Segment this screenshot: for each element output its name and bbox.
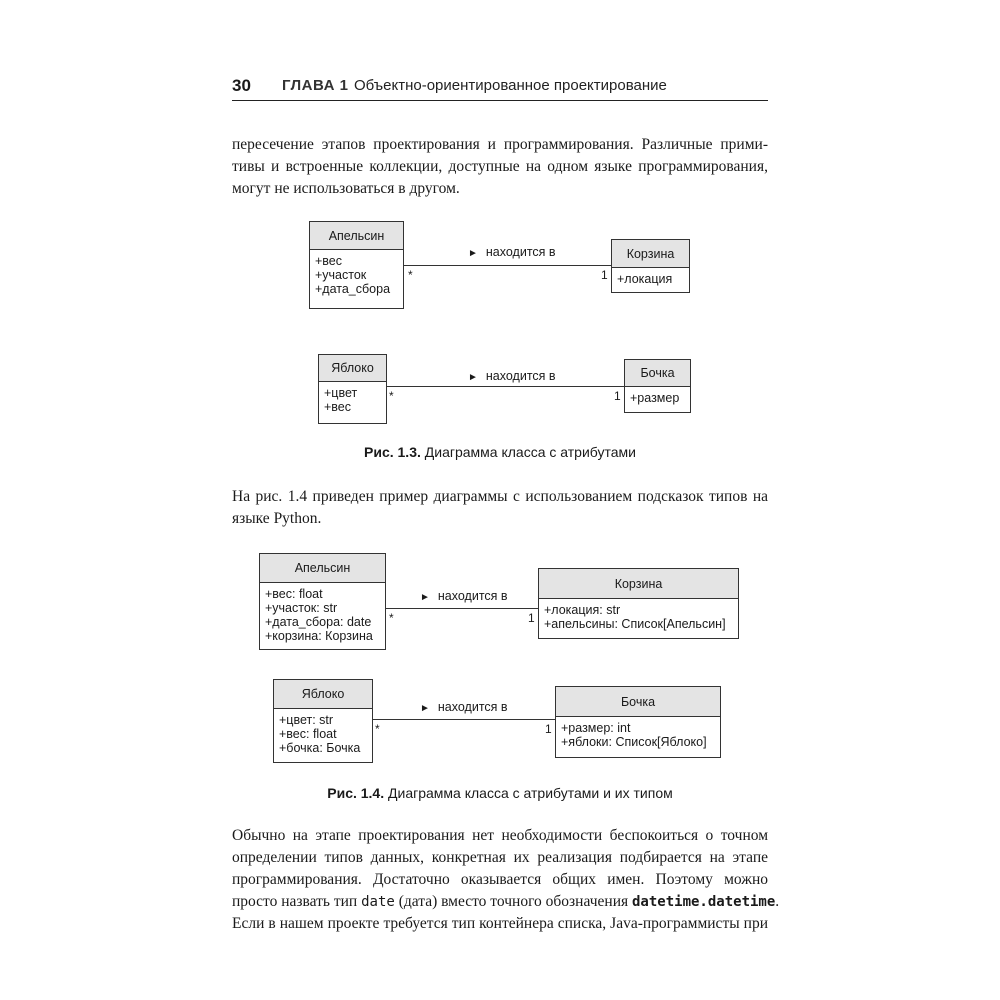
- multiplicity-right: 1: [601, 268, 608, 282]
- uml-class-name: Апельсин: [260, 554, 385, 583]
- association-label: ► находится в: [468, 369, 556, 383]
- text-line: На рис. 1.4 приведен пример диаграммы с использованием подсказок типов на: [232, 488, 768, 505]
- association-line: [386, 608, 538, 609]
- association-label: ► находится в: [468, 245, 556, 259]
- uml-attribute: +локация: [617, 272, 673, 286]
- uml-class-basket: [611, 239, 690, 293]
- uml-class-orange: [259, 553, 386, 650]
- uml-class-apple: [273, 679, 373, 763]
- uml-attributes: [310, 250, 403, 300]
- uml-attribute: +дата_сбора: date: [265, 615, 372, 629]
- page-header: [232, 74, 768, 101]
- uml-class-barrel: [624, 359, 691, 413]
- uml-attribute: +дата_сбора: [315, 282, 391, 296]
- uml-attribute: +вес: [315, 254, 343, 268]
- uml-attribute: +бочка: Бочка: [279, 741, 361, 755]
- text-line: тивы и встроенные коллекции, доступные на одном языке программирования,: [232, 158, 768, 175]
- caption-label: Рис. 1.4.: [327, 785, 385, 801]
- uml-class-name: Апельсин: [310, 222, 403, 250]
- uml-attribute: +вес: [324, 400, 352, 414]
- uml-class-name: Корзина: [612, 240, 689, 268]
- text-line: пересечение этапов проектирования и программирования. Различные прими-: [232, 136, 768, 153]
- uml-attribute: +цвет: str: [279, 713, 334, 727]
- uml-attribute: +вес: float: [265, 587, 323, 601]
- uml-attribute: +яблоки: Список[Яблоко]: [561, 735, 707, 749]
- uml-attribute: +участок: str: [265, 601, 338, 615]
- uml-class-barrel: [555, 686, 721, 758]
- uml-attribute: +апельсины: Список[Апельсин]: [544, 617, 726, 631]
- uml-attributes: [319, 382, 386, 418]
- uml-attributes: [539, 599, 738, 635]
- caption-text: Диаграмма класса с атрибутами и их типом: [388, 785, 673, 801]
- chapter-title: Объектно-ориентированное проектирование: [354, 77, 667, 94]
- direction-arrow-icon: ►: [468, 372, 478, 383]
- multiplicity-left: *: [389, 611, 394, 625]
- caption-label: Рис. 1.3.: [364, 444, 421, 460]
- association-line: [404, 265, 611, 266]
- association-label: ► находится в: [420, 700, 508, 714]
- uml-attributes: [625, 387, 690, 409]
- uml-attribute: +локация: str: [544, 603, 621, 617]
- text-line: Обычно на этапе проектирования нет необходимости беспокоиться о точном: [232, 827, 768, 844]
- uml-attributes: [260, 583, 385, 647]
- association-label: ► находится в: [420, 589, 508, 603]
- uml-attribute: +вес: float: [279, 727, 337, 741]
- uml-class-apple: [318, 354, 387, 424]
- multiplicity-right: 1: [528, 611, 535, 625]
- text-line: определении типов данных, конкретная их реализация подбирается на этапе: [232, 849, 768, 866]
- uml-attribute: +размер: [630, 391, 680, 405]
- text-line: языке Python.: [232, 510, 322, 527]
- multiplicity-left: *: [375, 722, 380, 736]
- uml-attribute: +корзина: Корзина: [265, 629, 373, 643]
- multiplicity-right: 1: [614, 389, 621, 403]
- paragraph-3: [232, 825, 780, 935]
- chapter-label: ГЛАВА 1: [282, 77, 349, 94]
- uml-class-name: Яблоко: [319, 355, 386, 382]
- text-run: просто назвать тип: [232, 893, 362, 910]
- text-run: .: [775, 893, 780, 910]
- multiplicity-left: *: [408, 268, 413, 282]
- association-line: [373, 719, 555, 720]
- uml-class-name: Яблоко: [274, 680, 372, 709]
- text-line: Если в нашем проекте требуется тип контейнера списка, Java-программисты при: [232, 915, 768, 932]
- multiplicity-left: *: [389, 389, 394, 403]
- text-line: [232, 891, 780, 913]
- multiplicity-right: 1: [545, 722, 552, 736]
- uml-attribute: +размер: int: [561, 721, 631, 735]
- figure-caption: [232, 444, 768, 460]
- paragraph-2: [232, 486, 768, 530]
- uml-class-orange: [309, 221, 404, 309]
- paragraph-1: [232, 134, 768, 200]
- direction-arrow-icon: ►: [420, 703, 430, 714]
- uml-attribute: +цвет: [324, 386, 358, 400]
- uml-attributes: [612, 268, 689, 290]
- code-datetime: datetime.datetime: [632, 894, 776, 910]
- uml-class-name: Корзина: [539, 569, 738, 599]
- text-line: программирования. Достаточно оказывается общих имен. Поэтому можно: [232, 871, 768, 888]
- uml-attribute: +участок: [315, 268, 367, 282]
- code-date: date: [361, 894, 395, 910]
- caption-text: Диаграмма класса с атрибутами: [424, 444, 636, 460]
- text-run: (дата) вместо точного обозначения: [394, 893, 632, 910]
- uml-class-basket: [538, 568, 739, 639]
- uml-attributes: [556, 717, 720, 753]
- text-line: могут не использоваться в другом.: [232, 180, 460, 197]
- uml-class-name: Бочка: [625, 360, 690, 387]
- direction-arrow-icon: ►: [420, 592, 430, 603]
- figure-caption: [232, 785, 768, 801]
- uml-attributes: [274, 709, 372, 759]
- page-number: 30: [232, 76, 251, 95]
- direction-arrow-icon: ►: [468, 248, 478, 259]
- association-line: [387, 386, 624, 387]
- uml-class-name: Бочка: [556, 687, 720, 717]
